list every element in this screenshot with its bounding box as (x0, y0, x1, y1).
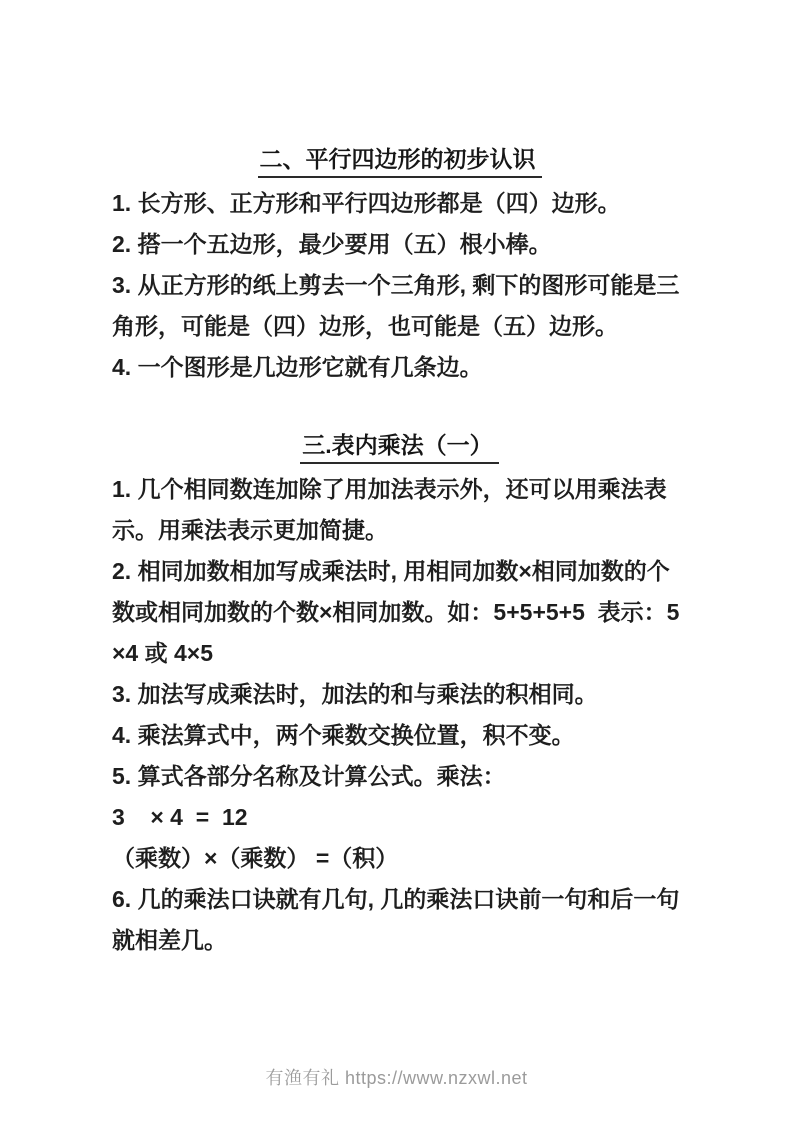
section-2-item-2-line-3: ×4 或 4×5 (112, 640, 214, 666)
section-1-item-3-line-1: 3. 从正方形的纸上剪去一个三角形, 剩下的图形可能是三 (112, 272, 680, 298)
footer-watermark: 有渔有礼 https://www.nzxwl.net (265, 1068, 528, 1088)
section-1-item-1: 1. 长方形、正方形和平行四边形都是（四）边形。 (112, 190, 621, 216)
section-2-item-2-line-2: 数或相同加数的个数×相同加数。如：5+5+5+5 表示：5 (112, 599, 680, 625)
section-2-item-6-line-1: 6. 几的乘法口诀就有几句, 几的乘法口诀前一句和后一句 (112, 886, 680, 912)
multiplication-formula-names: （乘数）×（乘数） =（积） (112, 845, 399, 871)
section-2-title: 三.表内乘法（一） (300, 429, 498, 464)
multiplication-equation: 3 × 4 = 12 (112, 804, 248, 830)
section-1-heading (112, 142, 687, 183)
section-2-item-6-line-2: 就相差几。 (112, 927, 227, 953)
section-2-item-4: 4. 乘法算式中，两个乘数交换位置，积不变。 (112, 722, 575, 748)
section-2-item-3: 3. 加法写成乘法时，加法的和与乘法的积相同。 (112, 681, 598, 707)
section-1-title: 二、平行四边形的初步认识 (258, 143, 542, 178)
section-2-heading (112, 428, 687, 469)
section-2-item-5: 5. 算式各部分名称及计算公式。乘法： (112, 763, 506, 789)
section-2-item-2-line-1: 2. 相同加数相加写成乘法时, 用相同加数×相同加数的个 (112, 558, 670, 584)
section-2-item-1-line-1: 1. 几个相同数连加除了用加法表示外，还可以用乘法表 (112, 476, 667, 502)
section-2-item-1-line-2: 示。用乘法表示更加简捷。 (112, 517, 388, 543)
section-1-item-2: 2. 搭一个五边形，最少要用（五）根小棒。 (112, 231, 552, 257)
section-1-item-4: 4. 一个图形是几边形它就有几条边。 (112, 354, 483, 380)
section-1-item-3-line-2: 角形，可能是（四）边形，也可能是（五）边形。 (112, 313, 618, 339)
notes-content (112, 142, 687, 961)
